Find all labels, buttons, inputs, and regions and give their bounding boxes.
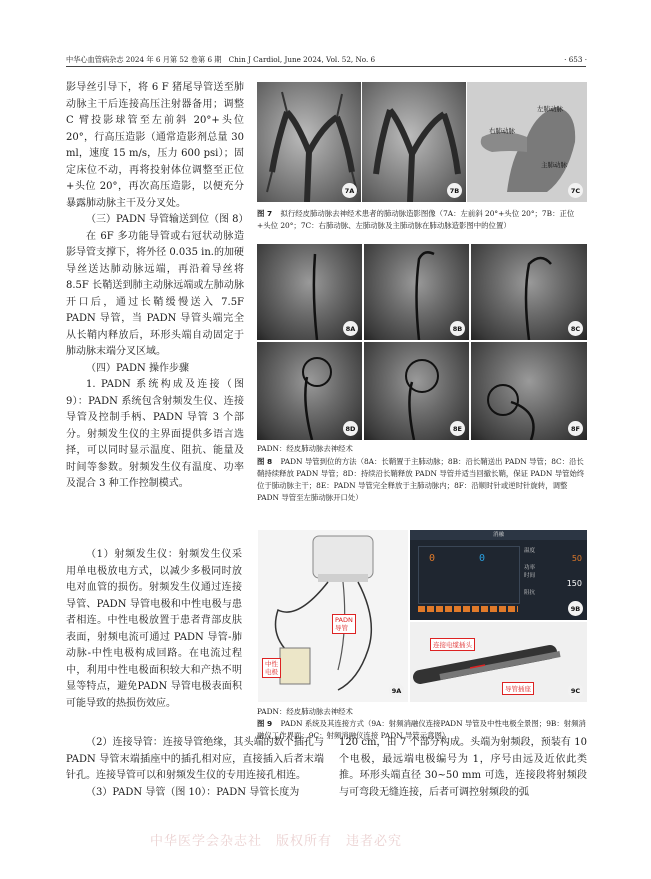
panel-label-7b: 7B (447, 183, 462, 198)
setting-time-label: 时间 (524, 573, 536, 579)
label-neutral-electrode: 中性 电极 (262, 658, 281, 678)
section-heading: （三）PADN 导管输送到位（图 8） (86, 214, 249, 225)
setting-power-value[interactable]: 150 (566, 579, 582, 588)
figure-9c-photo (410, 622, 587, 702)
figure-8f-fluoro (471, 342, 587, 440)
running-header: 中华心血管病杂志 2024 年 6 月第 52 卷第 6 期 Chin J Cardiol, June 2024, Vol. 52, No. 6 (66, 55, 376, 64)
figure-8-caption (257, 456, 587, 504)
bottom-right-text (339, 735, 587, 801)
publisher-watermark: 中华医学会杂志社 版权所有 违者必究 (150, 834, 403, 849)
screen-display-area (418, 546, 520, 604)
paragraph: （3）PADN 导管（图 10）：PADN 导管长度为 (86, 786, 300, 798)
screen-settings-panel (524, 546, 582, 596)
panel-label-8e: 8E (450, 421, 465, 436)
panel-label-9b: 9B (568, 601, 583, 616)
caption-label: 图 8 (257, 457, 273, 466)
screen-title: 消融 (410, 530, 587, 540)
panel-label-8d: 8D (343, 421, 358, 436)
label-connector-head: 连接电缆插头 (430, 638, 475, 651)
setting-temp-label: 温度 (524, 548, 536, 554)
caption-label: 图 7 (257, 209, 273, 218)
label-main-pa: 主肺动脉 (541, 161, 567, 169)
panel-label-9a: 9A (389, 683, 404, 698)
label-right-pa: 右肺动脉 (489, 127, 515, 135)
figure-7-caption (257, 208, 587, 232)
paragraph: 影导丝引导下，将 6 F 猪尾导管送至肺动脉主干后连接高压注射器备用；调整 C 臂投影球管至左前斜 20°+头位 20°，行高压造影（通常造影剂总量 30 ml，速度 15 m/s，压力 600 psi）；固定床位不动，再将投射体位调整至正位+头位 20°，再次高压造影，以便充分暴露肺动脉主干及分叉处。 (66, 82, 244, 209)
display-value-b: 0 (479, 553, 486, 564)
panel-label-8c: 8C (568, 321, 583, 336)
panel-label-8f: 8F (568, 421, 583, 436)
setting-power-label: 功率 (524, 565, 536, 571)
electrode-selector-strip[interactable] (418, 606, 518, 612)
paragraph: 120 cm，由 7 个部分构成。头端为射频段，预装有 10 个电极，最远端电极编号为 1，序号由远及近依此类推。环形头端直径 30~50 mm 可选，连接段将射频段与可弯段无缝连接，后者可调控射频段的弧 (339, 737, 587, 798)
figure-9a-photo (258, 530, 408, 702)
figure-8a-fluoro (257, 244, 362, 340)
display-value-a: 0 (429, 553, 436, 564)
caption-text: PADN 系统及其连接方式（9A：射频消融仪连接PADN 导管及中性电极全景图；9B：射频消融仪工作界面；9C：射频消融仪连接 PADN 导管示意图） (257, 719, 586, 740)
label-catheter-socket: 导管插座 (502, 682, 534, 695)
figure-9b-screen (410, 530, 587, 620)
figure-9-note: PADN：经皮肺动脉去神经术 (257, 707, 353, 716)
setting-impedance-label: 阻抗 (524, 590, 536, 596)
panel-label-8a: 8A (343, 321, 358, 336)
figure-8b-fluoro (364, 244, 469, 340)
figure-8c-fluoro (471, 244, 587, 340)
figure-8-note: PADN：经皮肺动脉去神经术 (257, 444, 353, 453)
figure-7c-diagram (467, 82, 587, 202)
connector-illustration (410, 622, 587, 702)
figure-9-caption (257, 718, 587, 742)
caption-text: PADN 导管到位的方法（8A：长鞘置于主肺动脉；8B：沿长鞘送出 PADN 导管；8C：沿长鞘持续释放 PADN 导管；8D：持续沿长鞘释放 PADN 导管并适当回撤长鞘，保证 PADN 导管始终位于肺动脉主干；8E：PADN 导管完全释放于主肺动脉内；8F：沿顺时针或逆时针旋转，调整 PADN 导管至左肺动脉开口处） (257, 457, 585, 502)
figure-7b-angiogram (362, 82, 466, 202)
figure-8e-fluoro (364, 342, 469, 440)
panel-label-9c: 9C (568, 683, 583, 698)
paragraph: 1. PADN 系统构成及连接（图 9）：PADN 系统包含射频发生仪、连接导管及控制手柄、PADN 导管 3 个部分。射频发生仪的主界面提供多语言选择，可以同时显示温度、阻抗、能量及时间等参数。射频发生仪有温度、功率及混合 3 种工作控制模式。 (66, 379, 244, 489)
page-number: · 653 · (564, 55, 587, 64)
left-column-text (66, 80, 249, 493)
bottom-left-text (66, 735, 324, 801)
paragraph: 在 6F 多功能导管或右冠状动脉造影导管支撑下，将外径 0.035 in.的加硬导丝送达肺动脉远端，再沿着导丝将 8.5F 长鞘送到肺主动脉远端或左肺动脉开口后，通过长鞘缓慢送入 7.5F PADN 导管，当 PADN 导管头端完全从长鞘内释放后，环形头端自动固定于肺动脉末端分叉区域。 (66, 230, 244, 357)
caption-text: 拟行经皮肺动脉去神经术患者的肺动脉造影图像（7A：左前斜 20°+头位 20°；7B：正位+头位 20°；7C：右肺动脉、左肺动脉及主肺动脉在肺动脉造影图中的位置） (257, 209, 575, 230)
pulmonary-artery-sketch (467, 82, 587, 202)
figure-8d-fluoro (257, 342, 362, 440)
label-left-pa: 左肺动脉 (537, 105, 563, 113)
paragraph: （1）射频发生仪：射频发生仪采用单电极放电方式，以减少多极同时放电对血管的损伤。射频发生仪通过连接导管、PADN 导管电极和中性电极与患者相连。中性电极放置于患者背部皮肤表面，射频电流可通过 PADN 导管-肺动脉-中性电极构成回路。在电流过程中，利用中性电极面积较大和产热不明显等特点，避免PADN 导管电极表面积可能导致的热损伤效应。 (66, 549, 242, 709)
panel-label-8b: 8B (450, 321, 465, 336)
figure-7a-angiogram (257, 82, 361, 202)
paragraph: （2）连接导管：连接导管绝缘，其头端的数个插孔与 PADN 导管末端插座中的插孔相对应，直接插入后者末端针孔。连接导管可以和射频发生仪的专用连接孔相连。 (66, 737, 324, 781)
header-rule (66, 66, 586, 67)
setting-temp-value[interactable]: 50 (571, 554, 582, 563)
caption-label: 图 9 (257, 719, 273, 728)
label-padn-catheter: PADN 导管 (332, 614, 356, 634)
section-heading: （四）PADN 操作步骤 (86, 362, 189, 374)
panel-label-7a: 7A (342, 183, 357, 198)
panel-label-7c: 7C (568, 183, 583, 198)
left-column-wrap-text (66, 547, 242, 712)
